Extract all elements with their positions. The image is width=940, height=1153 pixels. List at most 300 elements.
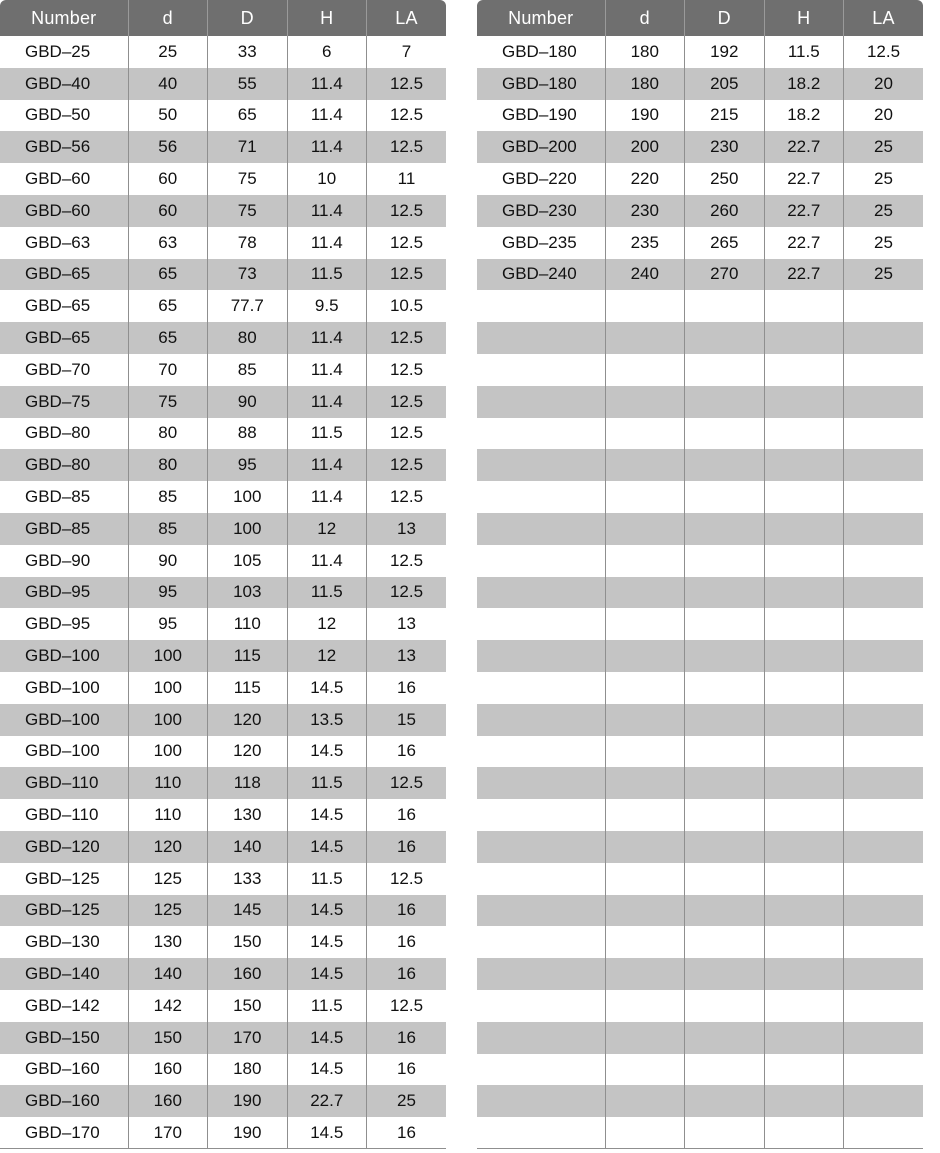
cell-d: 65 xyxy=(128,290,208,322)
cell-h: 11.4 xyxy=(287,100,367,132)
header-outer-diameter: D xyxy=(208,0,288,36)
cell-la: 12.5 xyxy=(367,545,447,577)
cell-number xyxy=(477,672,605,704)
cell-number: GBD–180 xyxy=(477,68,605,100)
table-row xyxy=(477,958,923,990)
header-la: LA xyxy=(367,0,447,36)
cell-d: 56 xyxy=(128,131,208,163)
cell-d: 65 xyxy=(128,322,208,354)
cell-outer-d: 77.7 xyxy=(208,290,288,322)
cell-h: 14.5 xyxy=(287,895,367,927)
cell-number: GBD–65 xyxy=(25,296,91,316)
table-row xyxy=(477,100,923,132)
cell-h xyxy=(764,799,844,831)
cell-h xyxy=(764,990,844,1022)
cell-d: 110 xyxy=(128,799,208,831)
cell-outer-d: 71 xyxy=(208,131,288,163)
cell-h: 14.5 xyxy=(287,1054,367,1086)
cell-number: GBD–180 xyxy=(502,41,577,61)
cell-h xyxy=(764,1085,844,1117)
cell-number xyxy=(477,958,605,990)
cell-la: 12.5 xyxy=(367,227,447,259)
cell-outer-d: 160 xyxy=(208,958,288,990)
size-table-right xyxy=(477,0,923,1149)
cell-number xyxy=(477,1117,605,1149)
cell-d: 142 xyxy=(128,990,208,1022)
cell-number: GBD–65 xyxy=(0,259,128,291)
cell-number xyxy=(477,577,605,609)
cell-h: 11.5 xyxy=(287,577,367,609)
cell-h: 10 xyxy=(287,163,367,195)
table-row xyxy=(477,1022,923,1054)
header-row xyxy=(477,0,923,36)
cell-la xyxy=(844,767,924,799)
cell-number xyxy=(477,1085,605,1117)
cell-outer-d: 90 xyxy=(208,386,288,418)
cell-h xyxy=(764,418,844,450)
table-row xyxy=(477,418,923,450)
cell-number: GBD–100 xyxy=(0,704,128,736)
cell-h: 14.5 xyxy=(287,799,367,831)
table-row xyxy=(0,36,446,68)
cell-outer-d: 55 xyxy=(208,68,288,100)
cell-outer-d: 150 xyxy=(208,990,288,1022)
cell-la xyxy=(844,1022,924,1054)
header-row xyxy=(0,0,446,36)
cell-h: 22.7 xyxy=(764,163,844,195)
cell-outer-d: 180 xyxy=(208,1054,288,1086)
cell-number xyxy=(477,831,605,863)
cell-la xyxy=(844,1085,924,1117)
cell-outer-d: 95 xyxy=(208,449,288,481)
cell-h xyxy=(764,577,844,609)
cell-la xyxy=(844,513,924,545)
cell-number: GBD–130 xyxy=(25,932,100,952)
cell-la: 16 xyxy=(367,958,447,990)
cell-d xyxy=(605,449,685,481)
cell-la: 15 xyxy=(367,704,447,736)
cell-la: 25 xyxy=(844,163,924,195)
cell-la: 16 xyxy=(367,1117,447,1149)
cell-d xyxy=(605,322,685,354)
cell-h: 22.7 xyxy=(764,131,844,163)
table-row xyxy=(477,1085,923,1117)
cell-d xyxy=(605,799,685,831)
cell-outer-d xyxy=(685,386,765,418)
cell-la: 12.5 xyxy=(367,131,447,163)
cell-d xyxy=(605,290,685,322)
table-header-left xyxy=(0,0,446,36)
cell-h xyxy=(764,704,844,736)
cell-d: 50 xyxy=(128,100,208,132)
cell-number: GBD–80 xyxy=(0,449,128,481)
table-row xyxy=(0,895,446,927)
cell-d xyxy=(605,481,685,513)
cell-la: 12.5 xyxy=(367,386,447,418)
cell-d: 240 xyxy=(605,259,685,291)
cell-number xyxy=(477,290,605,322)
cell-number: GBD–190 xyxy=(502,105,577,125)
cell-d: 80 xyxy=(128,449,208,481)
cell-number: GBD–142 xyxy=(25,995,100,1015)
cell-number: GBD–150 xyxy=(0,1022,128,1054)
cell-outer-d xyxy=(685,1022,765,1054)
table-row xyxy=(477,68,923,100)
cell-outer-d xyxy=(685,640,765,672)
table-row xyxy=(477,131,923,163)
cell-la: 25 xyxy=(844,131,924,163)
cell-number: GBD–140 xyxy=(0,958,128,990)
cell-outer-d xyxy=(685,990,765,1022)
table-row xyxy=(0,736,446,768)
cell-number xyxy=(477,736,605,768)
cell-outer-d xyxy=(685,354,765,386)
table-row xyxy=(477,386,923,418)
cell-h xyxy=(764,1022,844,1054)
cell-h: 11.4 xyxy=(287,386,367,418)
table-row xyxy=(477,926,923,958)
table-body-left xyxy=(0,36,446,1149)
cell-number xyxy=(477,1054,605,1086)
cell-outer-d: 110 xyxy=(208,608,288,640)
table-row xyxy=(477,1054,923,1086)
header-number: Number xyxy=(0,0,128,36)
cell-h: 22.7 xyxy=(764,227,844,259)
cell-number xyxy=(477,704,605,736)
cell-h: 11.4 xyxy=(287,545,367,577)
cell-h: 11.5 xyxy=(287,259,367,291)
cell-la: 10.5 xyxy=(367,290,447,322)
cell-d: 60 xyxy=(128,163,208,195)
cell-d: 65 xyxy=(128,259,208,291)
cell-h xyxy=(764,1117,844,1149)
table-row xyxy=(477,704,923,736)
cell-number: GBD–160 xyxy=(0,1085,128,1117)
cell-la: 12.5 xyxy=(367,195,447,227)
cell-h xyxy=(764,767,844,799)
cell-la: 16 xyxy=(367,895,447,927)
cell-outer-d xyxy=(685,1117,765,1149)
cell-outer-d xyxy=(685,513,765,545)
table-row xyxy=(0,926,446,958)
cell-d: 100 xyxy=(128,672,208,704)
cell-outer-d: 265 xyxy=(685,227,765,259)
cell-number: GBD–63 xyxy=(25,232,91,252)
table-row xyxy=(477,449,923,481)
cell-h: 14.5 xyxy=(287,1022,367,1054)
cell-outer-d: 145 xyxy=(208,895,288,927)
cell-outer-d: 250 xyxy=(685,163,765,195)
cell-d xyxy=(605,1054,685,1086)
cell-d: 60 xyxy=(128,195,208,227)
cell-la: 12.5 xyxy=(367,259,447,291)
cell-la: 20 xyxy=(844,100,924,132)
table-row xyxy=(477,990,923,1022)
cell-outer-d: 105 xyxy=(208,545,288,577)
cell-outer-d: 170 xyxy=(208,1022,288,1054)
cell-d xyxy=(605,1117,685,1149)
cell-d xyxy=(605,863,685,895)
table-row xyxy=(477,481,923,513)
cell-h: 14.5 xyxy=(287,1117,367,1149)
cell-h: 14.5 xyxy=(287,672,367,704)
cell-h xyxy=(764,1054,844,1086)
table-row xyxy=(0,1054,446,1086)
cell-d: 85 xyxy=(128,513,208,545)
table-row xyxy=(0,68,446,100)
cell-outer-d: 80 xyxy=(208,322,288,354)
cell-h: 14.5 xyxy=(287,831,367,863)
table-header-right xyxy=(477,0,923,36)
cell-d xyxy=(605,672,685,704)
cell-number xyxy=(477,513,605,545)
cell-outer-d: 88 xyxy=(208,418,288,450)
cell-h xyxy=(764,290,844,322)
cell-d xyxy=(605,958,685,990)
cell-la: 12.5 xyxy=(367,577,447,609)
cell-la: 13 xyxy=(367,640,447,672)
cell-h xyxy=(764,354,844,386)
cell-la: 12.5 xyxy=(367,100,447,132)
cell-outer-d: 260 xyxy=(685,195,765,227)
cell-outer-d: 118 xyxy=(208,767,288,799)
cell-outer-d: 215 xyxy=(685,100,765,132)
cell-d xyxy=(605,513,685,545)
cell-d: 160 xyxy=(128,1054,208,1086)
cell-h: 13.5 xyxy=(287,704,367,736)
cell-h xyxy=(764,513,844,545)
table-row xyxy=(477,354,923,386)
table-row xyxy=(0,1117,446,1149)
cell-outer-d xyxy=(685,767,765,799)
table-row xyxy=(477,767,923,799)
cell-number xyxy=(477,895,605,927)
cell-d xyxy=(605,577,685,609)
cell-h: 11.4 xyxy=(287,68,367,100)
table-row xyxy=(0,577,446,609)
cell-number: GBD–60 xyxy=(0,195,128,227)
cell-number: GBD–25 xyxy=(25,41,91,61)
cell-number: GBD–230 xyxy=(477,195,605,227)
cell-outer-d xyxy=(685,672,765,704)
cell-outer-d: 100 xyxy=(208,513,288,545)
cell-number xyxy=(477,863,605,895)
cell-outer-d: 33 xyxy=(208,36,288,68)
cell-h xyxy=(764,608,844,640)
table-row xyxy=(0,672,446,704)
cell-outer-d xyxy=(685,704,765,736)
cell-d: 75 xyxy=(128,386,208,418)
table-row xyxy=(0,831,446,863)
table-row xyxy=(477,577,923,609)
cell-la: 12.5 xyxy=(367,990,447,1022)
cell-d: 40 xyxy=(128,68,208,100)
cell-number xyxy=(477,608,605,640)
table-body-right xyxy=(477,36,923,1149)
cell-outer-d: 190 xyxy=(208,1117,288,1149)
cell-outer-d: 73 xyxy=(208,259,288,291)
cell-h xyxy=(764,386,844,418)
cell-d: 80 xyxy=(128,418,208,450)
cell-outer-d xyxy=(685,1085,765,1117)
cell-la: 25 xyxy=(844,195,924,227)
cell-d xyxy=(605,990,685,1022)
table-row xyxy=(0,100,446,132)
cell-number: GBD–125 xyxy=(25,868,100,888)
cell-number: GBD–40 xyxy=(0,68,128,100)
cell-number: GBD–70 xyxy=(25,359,91,379)
cell-la xyxy=(844,290,924,322)
cell-outer-d xyxy=(685,290,765,322)
table-row xyxy=(477,608,923,640)
cell-d: 130 xyxy=(128,926,208,958)
cell-h: 22.7 xyxy=(287,1085,367,1117)
table-row xyxy=(0,958,446,990)
cell-number xyxy=(477,418,605,450)
cell-outer-d xyxy=(685,1054,765,1086)
cell-outer-d: 100 xyxy=(208,481,288,513)
table-row xyxy=(0,608,446,640)
cell-d: 200 xyxy=(605,131,685,163)
cell-number: GBD–65 xyxy=(0,322,128,354)
table-row xyxy=(0,513,446,545)
header-inner-diameter: d xyxy=(605,0,685,36)
cell-la xyxy=(844,990,924,1022)
cell-number: GBD–85 xyxy=(0,513,128,545)
cell-la: 11 xyxy=(367,163,447,195)
cell-outer-d xyxy=(685,449,765,481)
cell-h: 11.5 xyxy=(287,863,367,895)
table-row xyxy=(477,322,923,354)
cell-la xyxy=(844,640,924,672)
cell-number: GBD–50 xyxy=(25,105,91,125)
cell-la: 12.5 xyxy=(844,36,924,68)
cell-d: 180 xyxy=(605,36,685,68)
table-row xyxy=(477,290,923,322)
cell-number: GBD–90 xyxy=(25,550,91,570)
cell-number xyxy=(477,545,605,577)
cell-outer-d: 150 xyxy=(208,926,288,958)
cell-number xyxy=(477,481,605,513)
cell-la xyxy=(844,545,924,577)
cell-number: GBD–200 xyxy=(477,131,605,163)
table-row xyxy=(477,259,923,291)
cell-d: 100 xyxy=(128,736,208,768)
table-row xyxy=(477,895,923,927)
cell-h xyxy=(764,831,844,863)
cell-la: 16 xyxy=(367,926,447,958)
table-row xyxy=(0,990,446,1022)
cell-d xyxy=(605,545,685,577)
table-row xyxy=(0,863,446,895)
cell-la xyxy=(844,736,924,768)
table-row xyxy=(477,513,923,545)
table-row xyxy=(477,799,923,831)
header-height: H xyxy=(287,0,367,36)
cell-d: 170 xyxy=(128,1117,208,1149)
size-table-left xyxy=(0,0,446,1149)
cell-d: 25 xyxy=(128,36,208,68)
cell-la xyxy=(844,354,924,386)
table-row xyxy=(477,163,923,195)
cell-d xyxy=(605,767,685,799)
cell-number xyxy=(477,449,605,481)
cell-la xyxy=(844,831,924,863)
header-number: Number xyxy=(477,0,605,36)
cell-d: 235 xyxy=(605,227,685,259)
cell-h xyxy=(764,958,844,990)
cell-outer-d: 130 xyxy=(208,799,288,831)
cell-la xyxy=(844,704,924,736)
cell-h: 6 xyxy=(287,36,367,68)
cell-la xyxy=(844,799,924,831)
cell-outer-d xyxy=(685,577,765,609)
cell-d: 100 xyxy=(128,704,208,736)
cell-outer-d: 192 xyxy=(685,36,765,68)
cell-number xyxy=(477,990,605,1022)
cell-la: 13 xyxy=(367,513,447,545)
cell-h: 14.5 xyxy=(287,926,367,958)
cell-number: GBD–240 xyxy=(477,259,605,291)
table-row xyxy=(0,704,446,736)
cell-outer-d xyxy=(685,799,765,831)
cell-outer-d: 133 xyxy=(208,863,288,895)
cell-h: 14.5 xyxy=(287,958,367,990)
cell-la: 12.5 xyxy=(367,322,447,354)
cell-la xyxy=(844,322,924,354)
table-row xyxy=(0,799,446,831)
cell-h: 11.4 xyxy=(287,131,367,163)
cell-h: 11.4 xyxy=(287,227,367,259)
cell-number: GBD–100 xyxy=(25,677,100,697)
table-row xyxy=(0,545,446,577)
table-row xyxy=(0,418,446,450)
cell-d xyxy=(605,386,685,418)
table-row xyxy=(0,259,446,291)
cell-number: GBD–110 xyxy=(0,767,128,799)
table-row xyxy=(477,545,923,577)
cell-d: 120 xyxy=(128,831,208,863)
table-row xyxy=(477,831,923,863)
table-row xyxy=(0,290,446,322)
table-row xyxy=(0,1085,446,1117)
cell-number: GBD–100 xyxy=(0,640,128,672)
table-row xyxy=(0,767,446,799)
cell-d: 63 xyxy=(128,227,208,259)
cell-d: 125 xyxy=(128,863,208,895)
cell-d xyxy=(605,895,685,927)
cell-number: GBD–75 xyxy=(0,386,128,418)
cell-number: GBD–110 xyxy=(25,805,99,825)
cell-la: 16 xyxy=(367,1054,447,1086)
cell-d: 70 xyxy=(128,354,208,386)
cell-h: 22.7 xyxy=(764,195,844,227)
cell-h: 11.4 xyxy=(287,481,367,513)
table-row xyxy=(477,195,923,227)
cell-number xyxy=(477,799,605,831)
cell-number xyxy=(477,926,605,958)
cell-outer-d: 120 xyxy=(208,704,288,736)
cell-number: GBD–56 xyxy=(0,131,128,163)
cell-number: GBD–95 xyxy=(0,577,128,609)
cell-h xyxy=(764,322,844,354)
header-la: LA xyxy=(844,0,924,36)
cell-outer-d: 75 xyxy=(208,163,288,195)
cell-number: GBD–125 xyxy=(0,895,128,927)
table-row xyxy=(477,672,923,704)
cell-d: 140 xyxy=(128,958,208,990)
cell-outer-d xyxy=(685,958,765,990)
